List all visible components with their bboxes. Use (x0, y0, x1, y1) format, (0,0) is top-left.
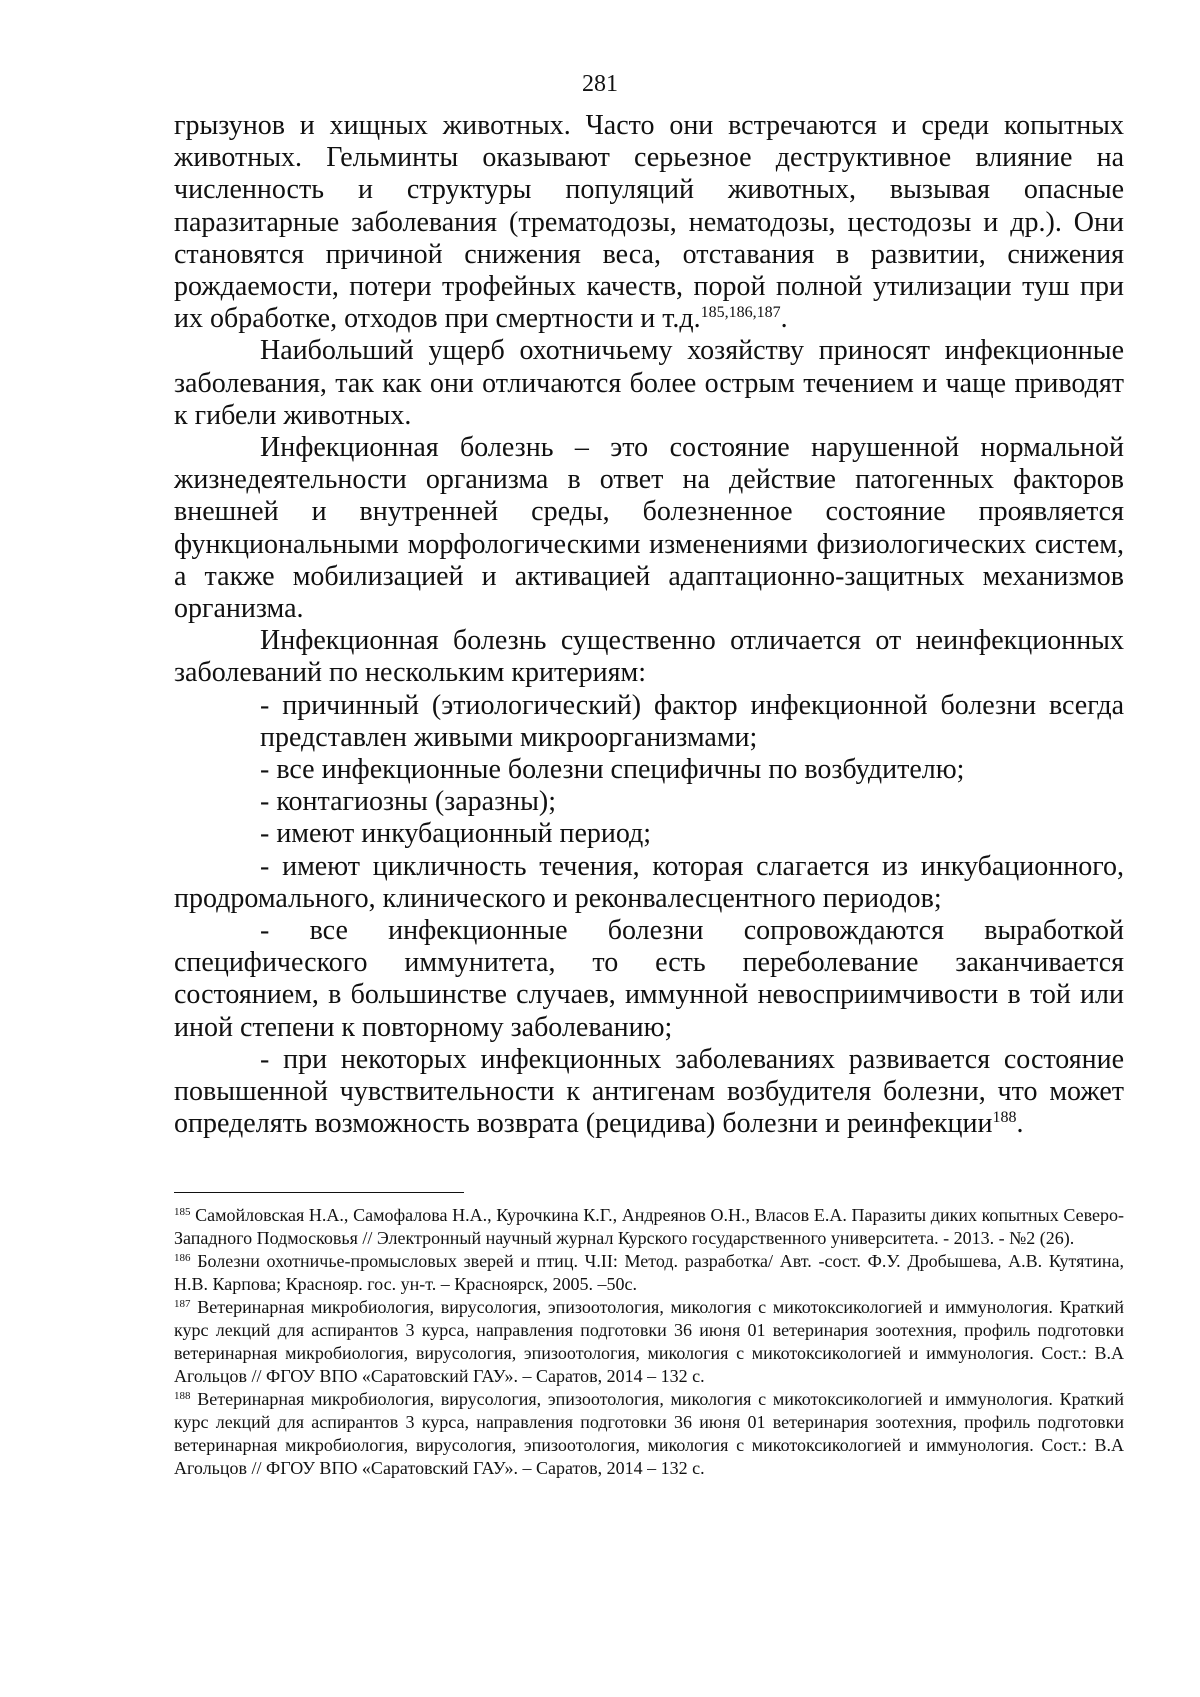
main-text (174, 110, 1124, 1141)
footnote (174, 1296, 1124, 1388)
footnote (174, 1204, 1124, 1250)
footnote-number: 185 (174, 1206, 191, 1218)
criteria-item: - причинный (этиологический) фактор инфекционной болезни всегда представлен живыми микроорганизмами; (260, 689, 1124, 753)
footnote-text: Ветеринарная микробиология, вирусология, эпизоотология, микология с микотоксикологией и иммунология. Краткий курс лекций для аспирантов 3 курса, направления подготовки 36 июня 01 ветеринария зоотехния, профиль подготовки ветеринарная микробиология, вирусология, эпизоотология, микология с микотоксикологией и иммунология. Сост.: В.А Агольцов // ФГОУ ВПО «Саратовский ГАУ». – Саратов, 2014 – 132 с. (174, 1297, 1124, 1386)
footnote-number: 186 (174, 1252, 191, 1264)
criteria-item-text: - при некоторых инфекционных заболеваниях развивается состояние повышенной чувствительности к антигенам возбудителя болезни, что может определять возможность возврата (рецидива) болезни и реинфекции (174, 1043, 1124, 1140)
footnote-text: Ветеринарная микробиология, вирусология, эпизоотология, микология с микотоксикологией и иммунология. Краткий курс лекций для аспирантов 3 курса, направления подготовки 36 июня 01 ветеринария зоотехния, профиль подготовки ветеринарная микробиология, вирусология, эпизоотология, микология с микотоксикологией и иммунология. Сост.: В.А Агольцов // ФГОУ ВПО «Саратовский ГАУ». – Саратов, 2014 – 132 с. (174, 1389, 1124, 1478)
footnote-separator (174, 1192, 464, 1193)
footnote-reference: 185,186,187 (700, 304, 781, 322)
paragraph-text: грызунов и хищных животных. Часто они встречаются и среди копытных животных. Гельминты оказывают серьезное деструктивное влияние на численность и структуры популяций животных, вызывая опасные паразитарные заболевания (трематодозы, нематодозы, цестодозы и др.). Они становятся причиной снижения веса, отставания в развитии, снижения рождаемости, потери трофейных качеств, порой полной утилизации туш при их обработке, отходов при смертности и т.д. (174, 110, 1124, 335)
footnote-reference: 188 (992, 1109, 1017, 1127)
page-number: 281 (582, 71, 618, 97)
criteria-item: - имеют инкубационный период; (260, 818, 652, 850)
footnote-text: Болезни охотничье-промысловых зверей и птиц. Ч.II: Метод. разработка/ Авт. -сост. Ф.У. Дробышева, А.В. Кутятина, Н.В. Карпова; Краснояр. гос. ун-т. – Красноярск, 2005. –50с. (174, 1251, 1124, 1294)
footnote-number: 187 (174, 1298, 191, 1310)
criteria-item: - все инфекционные болезни сопровождаются выработкой специфического иммунитета, то есть переболевание заканчивается состоянием, в большинстве случаев, иммунной невосприимчивости в той или иной степени к повторному заболеванию; (174, 915, 1124, 1043)
criteria-item: - все инфекционные болезни специфичны по возбудителю; (260, 754, 965, 786)
criteria-item-end: . (1016, 1108, 1024, 1140)
footnotes (174, 1204, 1124, 1480)
paragraph-criteria-intro: Инфекционная болезнь существенно отличается от неинфекционных заболеваний по нескольким критериям: (174, 625, 1124, 689)
criteria-item (174, 1044, 1124, 1141)
paragraph-definition: Инфекционная болезнь – это состояние нарушенной нормальной жизнедеятельности организма в ответ на действие патогенных факторов внешней и внутренней среды, болезненное состояние проявляется функциональными морфологическими изменениями физиологических систем, а также мобилизацией и активацией адаптационно-защитных механизмов организма. (174, 432, 1124, 625)
paragraph-end: . (780, 303, 788, 335)
footnote (174, 1388, 1124, 1480)
footnote (174, 1250, 1124, 1296)
paragraph-damage: Наибольший ущерб охотничьему хозяйству приносят инфекционные заболевания, так как они отличаются более острым течением и чаще приводят к гибели животных. (174, 335, 1124, 431)
criteria-item: - имеют цикличность течения, которая слагается из инкубационного, продромального, клинического и реконвалесцентного периодов; (174, 850, 1124, 914)
footnote-number: 188 (174, 1390, 191, 1402)
footnote-text: Самойловская Н.А., Самофалова Н.А., Курочкина К.Г., Андреянов О.Н., Власов Е.А. Паразиты диких копытных Северо-Западного Подмосковья // Электронный научный журнал Курского государственного университета. - 2013. - №2 (26). (174, 1205, 1124, 1248)
criteria-item: - контагиозны (заразны); (260, 786, 557, 818)
paragraph-helminths (174, 110, 1124, 335)
